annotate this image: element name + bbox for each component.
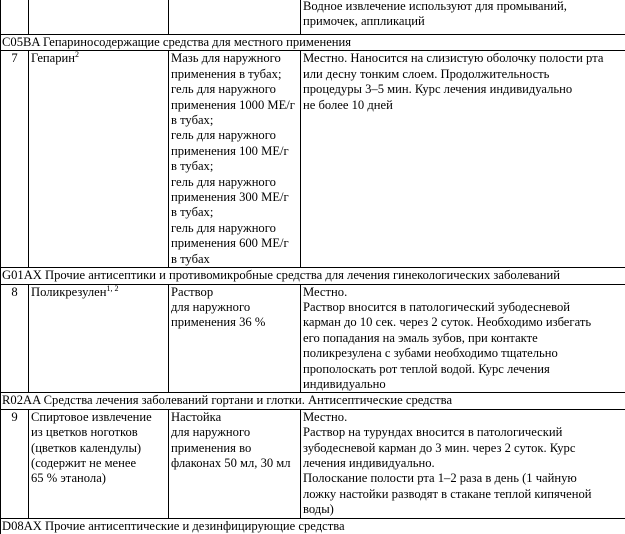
drug-name-cell [29,284,169,393]
row-number: 9 [1,409,29,518]
table-row [1,409,625,518]
drug-name: Поликрезулен [31,285,106,299]
drug-name [29,0,169,35]
dosage-form: Раствор для наружного применения 36 % [169,284,301,393]
row-number [1,0,29,35]
footnote-mark: 1, 2 [106,283,118,292]
table-row [1,0,625,35]
group-header: R02AA Средства лечения заболеваний гортани и глотки. Антисептические средства [1,393,625,409]
drug-name: Спиртовое извлечение из цветков ноготков (цветков календулы) (содержит не менее 65 % этанола) [29,409,169,518]
application-method: Водное извлечение используют для промываний, примочек, аппликаций [301,0,625,35]
table-row [1,51,625,268]
group-header-row [1,518,625,534]
table-row [1,284,625,393]
group-header: C05BA Гепариносодержащие средства для местного применения [1,35,625,51]
group-header: G01AX Прочие антисептики и противомикробные средства для лечения гинекологических заболеваний [1,268,625,284]
drug-name: Гепарин [31,51,75,65]
row-number: 8 [1,284,29,393]
dosage-form: Мазь для наружного применения в тубах; гель для наружного применения 1000 МЕ/г в тубах; гель для наружного применения 100 МЕ/г в тубах; гель для наружного применения 300 МЕ/г в тубах; гель для наружного применения 600 МЕ/г в тубах [169,51,301,268]
drug-name-cell [29,51,169,268]
application-method: Местно. Наносится на слизистую оболочку полости рта или десну тонким слоем. Продолжительность процедуры 3–5 мин. Курс лечения индивидуально не более 10 дней [301,51,625,268]
group-header: D08AX Прочие антисептические и дезинфицирующие средства [1,518,625,534]
row-number: 7 [1,51,29,268]
application-method: Местно. Раствор вносится в патологический зубодесневой карман до 10 сек. через 2 суток. Необходимо избегать его попадания на эмаль зубов, при контакте поликрезулена с зубами необходимо тщательно прополоскать рот теплой водой. Курс лечения индивидуально [301,284,625,393]
footnote-mark: 2 [75,50,79,59]
group-header-row [1,268,625,284]
application-method: Местно. Раствор на турундах вносится в патологический зубодесневой карман до 3 мин. через 2 суток. Курс лечения индивидуально. Полоскание полости рта 1–2 раза в день (1 чайную ложку настойки разводят в стакане теплой кипяченой воды) [301,409,625,518]
dosage-form [169,0,301,35]
group-header-row [1,35,625,51]
dosage-form: Настойка для наружного применения во флаконах 50 мл, 30 мл [169,409,301,518]
group-header-row [1,393,625,409]
